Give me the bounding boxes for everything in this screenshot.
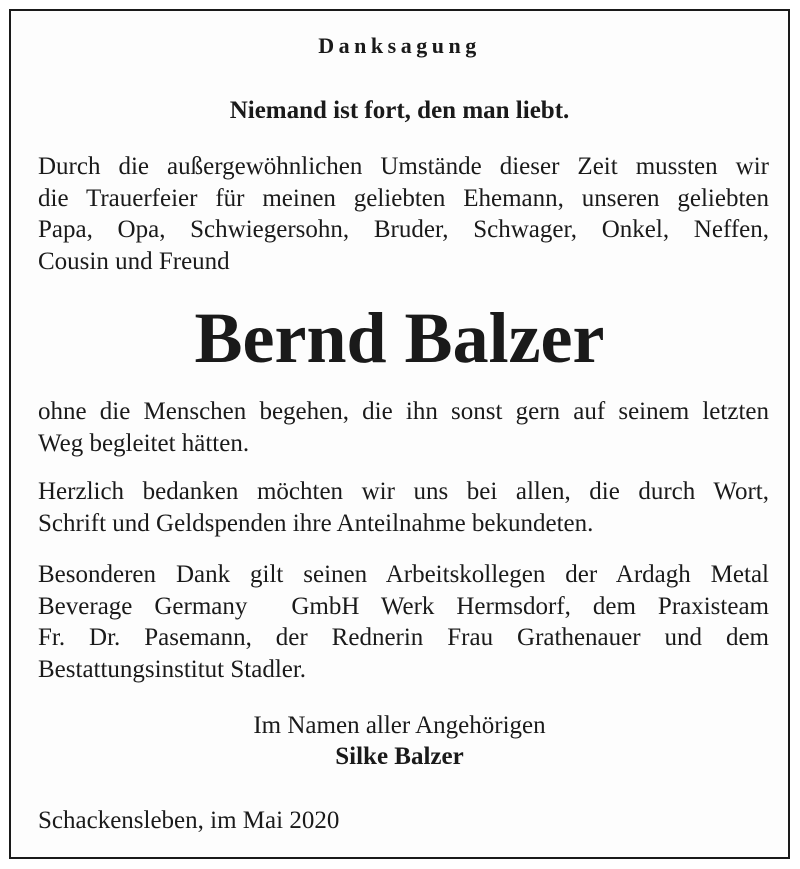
after-line: ohne die Menschen begehen, die ihn sonst gern auf seinem letzten <box>38 398 769 425</box>
signature-name: Silke Balzer <box>335 743 464 770</box>
intro-line: Durch die außergewöhnlichen Umstände dieser Zeit mussten wir <box>38 153 769 180</box>
notice-frame <box>9 9 790 859</box>
special-thanks-line: Besonderen Dank gilt seinen Arbeitskollegen der Ardagh Metal <box>38 561 769 588</box>
thanks-line: Schrift und Geldspenden ihre Anteilnahme bekundeten. <box>38 509 594 537</box>
intro-paragraph <box>38 151 769 277</box>
intro-line: Papa, Opa, Schwiegersohn, Bruder, Schwager, Onkel, Neffen, <box>38 216 769 243</box>
special-thanks-line: Beverage Germany GmbH Werk Hermsdorf, dem Praxisteam <box>38 592 769 620</box>
thanks-line: Herzlich bedanken möchten wir uns bei allen, die durch Wort, <box>38 478 769 505</box>
thanks-paragraph <box>38 476 769 539</box>
special-thanks-line: Bestattungsinstitut Stadler. <box>38 655 307 683</box>
motto: Niemand ist fort, den man liebt. <box>229 97 570 124</box>
notice-heading: Danksagung <box>318 33 481 58</box>
deceased-name: Bernd Balzer <box>194 298 605 378</box>
after-line: Weg begleitet hätten. <box>38 429 250 457</box>
place-date: Schackensleben, im Mai 2020 <box>38 807 340 834</box>
after-paragraph <box>38 396 769 459</box>
special-thanks-paragraph <box>38 559 769 685</box>
intro-line: Cousin und Freund <box>38 247 230 275</box>
intro-line: die Trauerfeier für meinen geliebten Ehemann, unseren geliebten <box>38 184 769 212</box>
special-thanks-line: Fr. Dr. Pasemann, der Rednerin Frau Grathenauer und dem <box>38 624 769 651</box>
signature-intro: Im Namen aller Angehörigen <box>253 712 546 739</box>
